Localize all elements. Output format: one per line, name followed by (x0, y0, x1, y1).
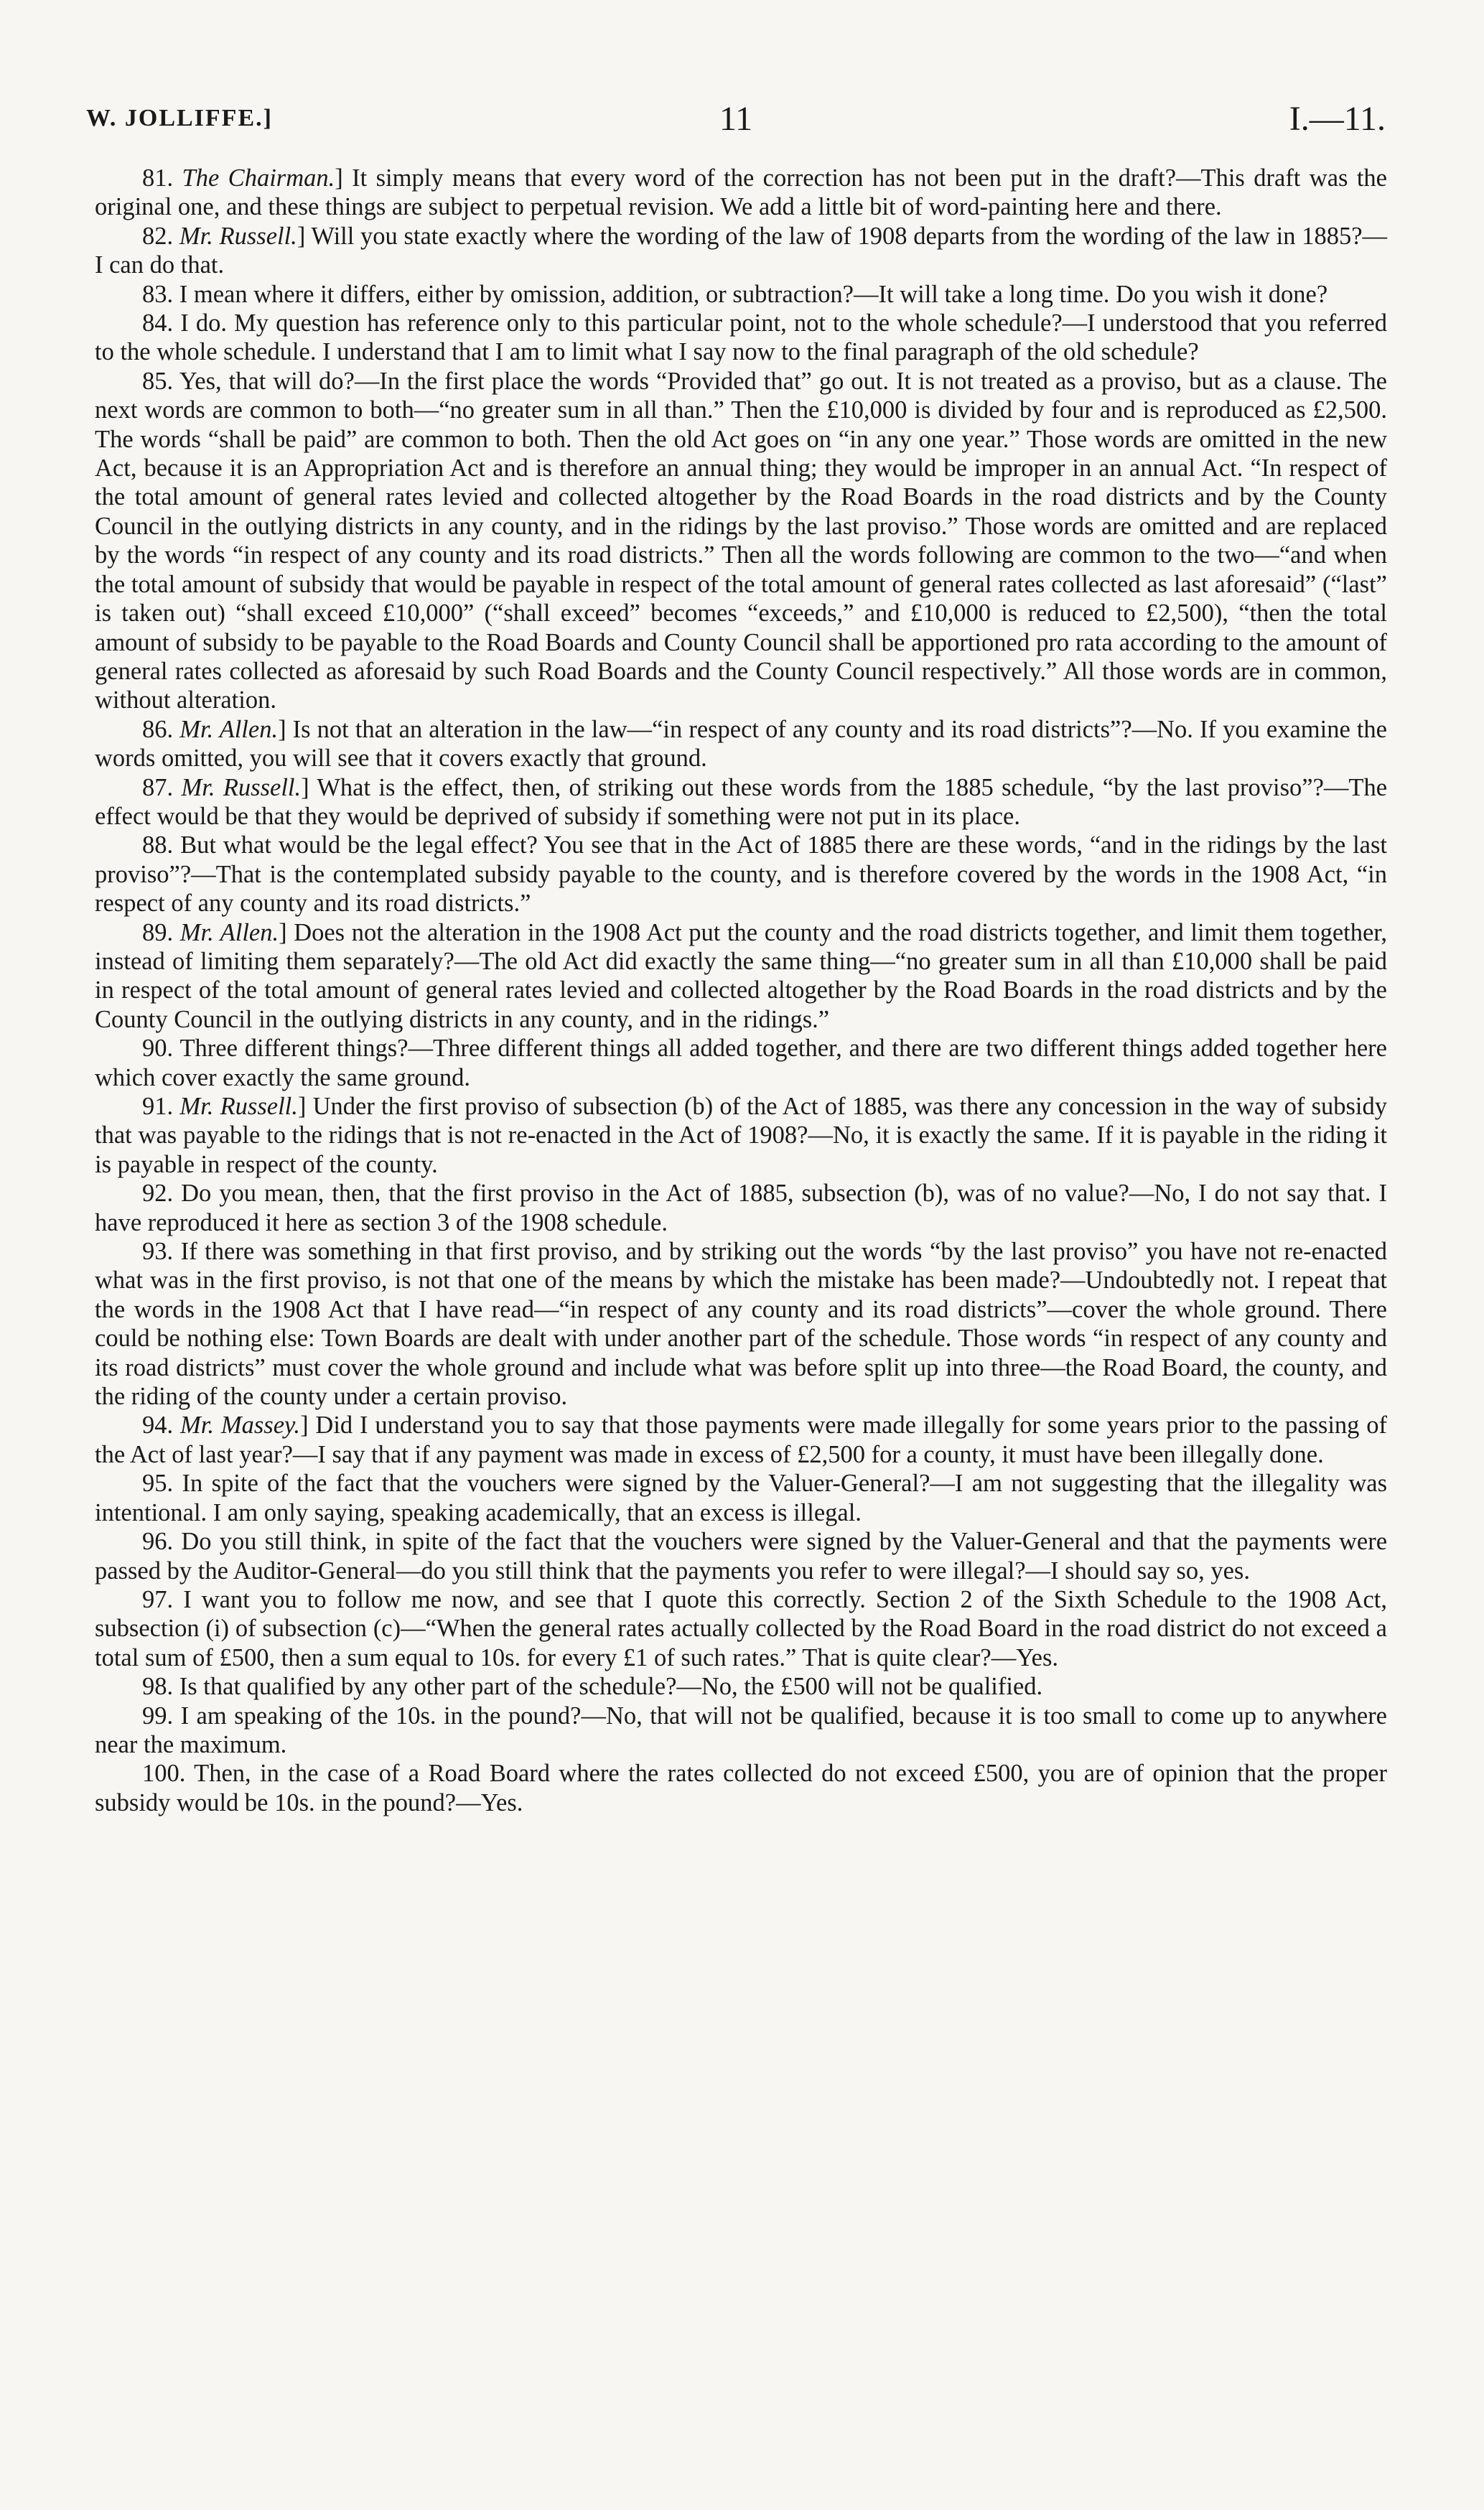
paragraph: 86. Mr. Allen.] Is not that an alteration in the law—“in respect of any county and its road districts”?—No. If you examine the words omitted, you will see that it covers exactly that ground. (95, 715, 1387, 773)
paragraph: 95. In spite of the fact that the vouchers were signed by the Valuer-General?—I am not suggesting that the illegality was intentional. I am only saying, speaking academically, that an excess is illegal. (95, 1470, 1388, 1526)
page-number: 11 (719, 100, 753, 138)
speaker-name: Mr. Allen. (179, 918, 279, 946)
witness-name: W. JOLLIFFE.] (86, 105, 273, 131)
paragraph: 94. Mr. Massey.] Did I understand you to say that those payments were made illegally for some years prior to the passing of the Act of last year?—I say that if any payment was made in excess of £2,500 for a county, it must have been illegally done. (95, 1412, 1388, 1468)
speaker-name: Mr. Massey. (180, 1412, 301, 1440)
paragraph: 90. Three different things?—Three different things all added together, and there are two different things added together here which cover exactly the same ground. (95, 1035, 1387, 1091)
speaker-name: Mr. Allen. (179, 715, 279, 743)
paragraph: 84. I do. My question has reference only to this particular point, not to the whole schedule?—I understood that you referred to the whole schedule. I understand that I am to limit what I say now to the final paragraph of the old schedule? (95, 309, 1387, 366)
paragraph: 98. Is that qualified by any other part of the schedule?—No, the £500 will not be qualified. (142, 1673, 1043, 1701)
paragraph: 99. I am speaking of the 10s. in the pound?—No, that will not be qualified, because it is too small to come up to anywhere near the maximum. (95, 1702, 1387, 1758)
speaker-name: The Chairman. (182, 164, 335, 192)
paragraph: 96. Do you still think, in spite of the fact that the vouchers were signed by the Valuer-General and that the payments were passed by the Auditor-General—do you still think that the payments you refer to were illegal?—I should say so, yes. (95, 1528, 1388, 1585)
speaker-name: Mr. Russell. (179, 222, 297, 250)
speaker-name: Mr. Russell. (181, 773, 302, 801)
paragraph: 85. Yes, that will do?—In the first place the words “Provided that” go out. It is not treated as a proviso, but as a clause. The next words are common to both—“no greater sum in all than.” Then the £10,000 is divided by four and is reproduced as £2,500. The words “shall be paid” are common to both. Then the old Act goes on “in any one year.” Those words are omitted in the new Act, because it is an Appropriation Act and is therefore an annual thing; they would be improper in an annual Act. “In respect of the total amount of general rates levied and collected altogether by the Road Boards in the road districts and by the County Council in the outlying districts in any county, and in the ridings by the last proviso.” Those words are omitted and are replaced by the words “in respect of any county and its road districts.” Then all the words following are common to the two—“and when the total amount of subsidy that would be payable in respect of the total amount of general rates collected as last aforesaid” (“last” is taken out) “shall exceed £10,000” (“shall exceed” becomes “exceeds,” and £10,000 is reduced to £2,500), “then the total amount of subsidy to be payable to the Road Boards and County Council shall be apportioned pro rata according to the amount of general rates collected as aforesaid by such Road Boards and the County Council respectively.” All those words are in common, without alteration. (95, 367, 1387, 714)
paragraph: 93. If there was something in that first proviso, and by striking out the words “by the last proviso” you have not re-enacted what was in the first proviso, is not that one of the means by which the mistake has been made?—Undoubtedly not. I repeat that the words in the 1908 Act that I have read—“in respect of any county and its road districts”—cover the whole ground. There could be nothing else: Town Boards are dealt with under another part of the schedule. Those words “in respect of any county and its road districts” must cover the whole ground and include what was before split up into three—the Road Board, the county, and the riding of the county under a certain proviso. (95, 1238, 1388, 1411)
paragraph: 81. The Chairman.] It simply means that every word of the correction has not been put in the draft?—This draft was the original one, and these things are subject to perpetual revision. We add a little bit of word-painting here and there. (95, 164, 1387, 221)
paragraph: 88. But what would be the legal effect? You see that in the Act of 1885 there are these words, “and in the ridings by the last proviso”?—That is the contemplated subsidy payable to the county, and is therefore covered by the words in the 1908 Act, “in respect of any county and its road districts.” (95, 831, 1388, 918)
paragraph: 87. Mr. Russell.] What is the effect, then, of striking out these words from the 1885 schedule, “by the last proviso”?—The effect would be that they would be deprived of subsidy if something were not put in its place. (95, 773, 1388, 830)
paragraph: 89. Mr. Allen.] Does not the alteration in the 1908 Act put the county and the road districts together, and limit them together, instead of limiting them separately?—The old Act did exactly the same thing—“no greater sum in all than £10,000 shall be paid in respect of the total amount of general rates levied and collected altogether by the Road Boards in the road districts and by the County Council in the outlying districts in any county, and in the ridings.” (95, 918, 1388, 1033)
document-reference: I.—11. (1289, 100, 1386, 138)
paragraph: 97. I want you to follow me now, and see that I quote this correctly. Section 2 of the Sixth Schedule to the 1908 Act, subsection (i) of subsection (c)—“When the general rates actually collected by the Road Board in the road district do not exceed a total sum of £500, then a sum equal to 10s. for every £1 of such rates.” That is quite clear?—Yes. (95, 1585, 1388, 1671)
page-header (86, 99, 1386, 142)
paragraph: 100. Then, in the case of a Road Board where the rates collected do not exceed £500, you are of opinion that the proper subsidy would be 10s. in the pound?—Yes. (95, 1760, 1387, 1816)
paragraph: 92. Do you mean, then, that the first proviso in the Act of 1885, subsection (b), was of no value?—No, I do not say that. I have reproduced it here as section 3 of the 1908 schedule. (95, 1180, 1388, 1236)
paragraph: 83. I mean where it differs, either by omission, addition, or subtraction?—It will take a long time. Do you wish it done? (142, 280, 1328, 308)
paragraph: 91. Mr. Russell.] Under the first proviso of subsection (b) of the Act of 1885, was there any concession in the way of subsidy that was payable to the ridings that is not re-enacted in the Act of 1908?—No, it is exactly the same. If it is payable in the riding it is payable in respect of the county. (95, 1093, 1388, 1178)
speaker-name: Mr. Russell. (179, 1093, 298, 1120)
paragraph: 82. Mr. Russell.] Will you state exactly where the wording of the law of 1908 departs from the wording of the law in 1885?—I can do that. (95, 222, 1388, 279)
evidence-body (95, 164, 1387, 1817)
